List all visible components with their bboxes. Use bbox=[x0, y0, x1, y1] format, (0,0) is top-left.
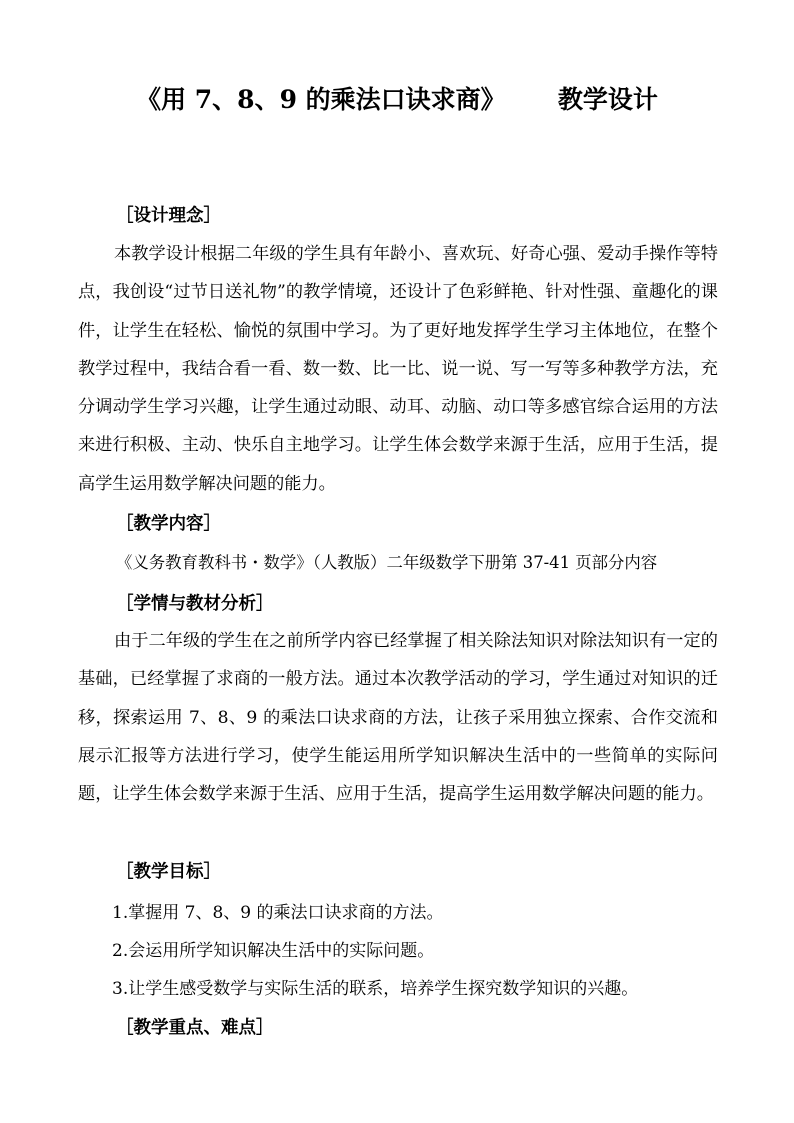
document-title: 《用 7、8、9 的乘法口诀求商》 教学设计 bbox=[136, 85, 658, 114]
paragraph-analysis: 由于二年级的学生在之前所学内容已经掌握了相关除法知识对除法知识有一定的基础，已经掌握了求商的一般方法。通过本次教学活动的学习，学生通过对知识的迁移，探索运用 7、8、9 的乘法口诀求商的方法，让孩子采用独立探索、合作交流和展示汇报等方法进行学习，使学生能运用所学知识解决生活中的一些简单的实际问题，让学生体会数学来源于生活、应用于生活，提高学生运用数学解决问题的能力。 bbox=[78, 631, 718, 805]
heading-analysis: ［学情与教材分析］ bbox=[116, 594, 274, 614]
heading-objectives: ［教学目标］ bbox=[116, 862, 221, 882]
paragraph-design-concept: 本教学设计根据二年级的学生具有年龄小、喜欢玩、好奇心强、爱动手操作等特点，我创设“过节日送礼物”的教学情境，还设计了色彩鲜艳、针对性强、童趣化的课件，让学生在轻松、愉悦的氛围中学习。为了更好地发挥学生学习主体地位，在整个教学过程中，我结合看一看、数一数、比一比、说一说、写一写等多种教学方法，充分调动学生学习兴趣，让学生通过动眼、动耳、动脑、动口等多感官综合运用的方法来进行积极、主动、快乐自主地学习。让学生体会数学来源于生活，应用于生活，提高学生运用数学解决问题的能力。 bbox=[78, 244, 718, 494]
objective-item-1: 1.掌握用 7、8、9 的乘法口诀求商的方法。 bbox=[112, 903, 444, 923]
objective-item-3: 3.让学生感受数学与实际生活的联系，培养学生探究数学知识的兴趣。 bbox=[112, 979, 639, 999]
heading-teaching-content: ［教学内容］ bbox=[116, 514, 221, 534]
paragraph-teaching-content: 《义务教育教科书・数学》（人教版）二年级数学下册第 37-41 页部分内容 bbox=[116, 553, 658, 572]
heading-design-concept: ［设计理念］ bbox=[116, 206, 221, 226]
heading-key-points: ［教学重点、难点］ bbox=[116, 1018, 274, 1038]
objective-item-2: 2.会运用所学知识解决生活中的实际问题。 bbox=[112, 941, 435, 961]
